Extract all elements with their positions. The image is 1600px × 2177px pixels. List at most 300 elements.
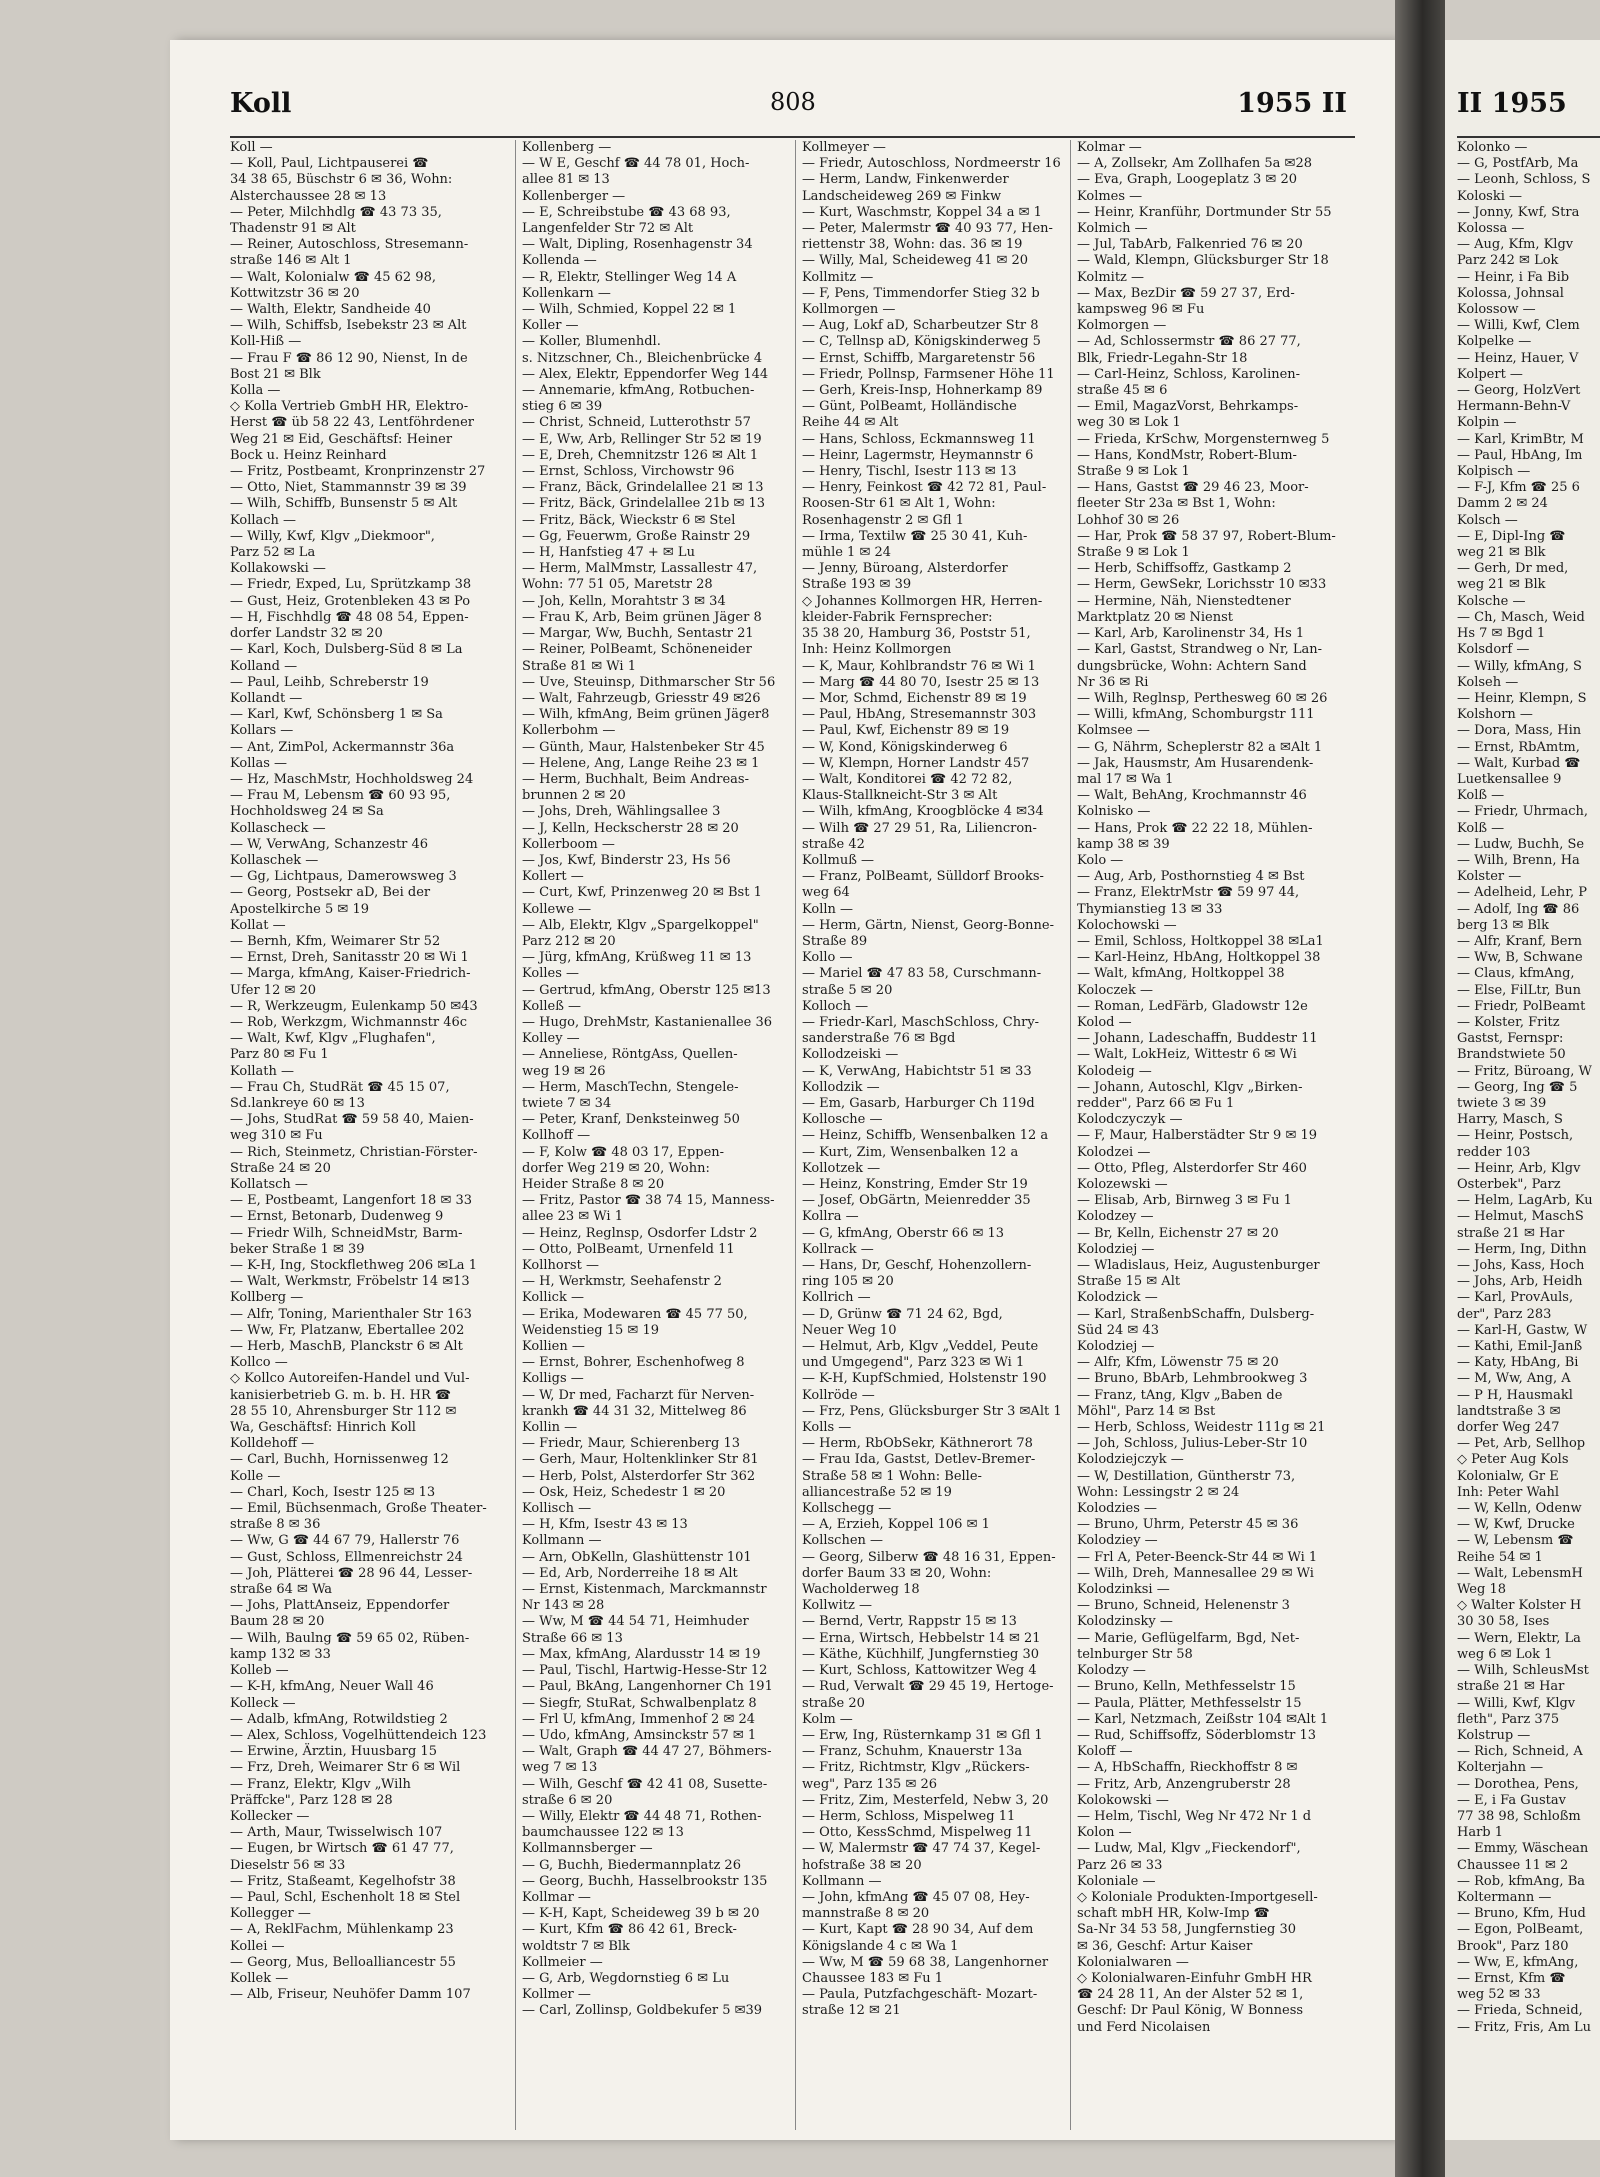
directory-entry-line: — Wilh, Schiffb, Bunsenstr 5 ✉ Alt [230,496,458,512]
directory-entry-line: weg 64 [802,885,850,901]
directory-entry-line: Kollandt — [230,690,303,706]
directory-entry-line: — R, Werkzeugm, Eulenkamp 50 ✉43 [230,998,478,1014]
directory-entry-line: dorfer Baum 33 ✉ 20, Wohn: [802,1565,992,1581]
directory-entry-line: ☎ 24 28 11, An der Alster 52 ✉ 1, [1077,1987,1304,2003]
directory-entry-line: — Reiner, Autoschloss, Stresemann- [230,237,469,253]
directory-entry-line: — Henry, Tischl, Isestr 113 ✉ 13 [802,464,1017,480]
directory-entry-line: Inh: Heinz Kollmorgen [802,642,952,658]
directory-entry-line: — Alb, Elektr, Klgv „Spargelkoppel" [522,917,759,933]
directory-entry-line: — H, Fischhdlg ☎ 48 08 54, Eppen- [230,609,469,625]
directory-entry-line: — Joh, Kelln, Morahtstr 3 ✉ 34 [522,593,726,609]
directory-entry-line: Parz 212 ✉ 20 [522,933,616,949]
directory-entry-line: Kollco — [230,1355,288,1371]
directory-entry-line: — Frz, Pens, Glücksburger Str 3 ✉Alt 1 [802,1403,1062,1419]
directory-entry-line: — Otto, Pfleg, Alsterdorfer Str 460 [1077,1160,1307,1176]
directory-entry-line: — Hans, Prok ☎ 22 22 18, Mühlen- [1077,820,1313,836]
directory-entry-line: Kolodzey — [1077,1209,1154,1225]
directory-entry-line: — Aug, Arb, Posthornstieg 4 ✉ Bst [1077,869,1305,885]
directory-entry-line: Kolmich — [1077,221,1148,237]
directory-entry-line: — Walt, Dipling, Rosenhagenstr 34 [522,237,753,253]
directory-entry-line: — Karl, Gastst, Strandweg o Nr, Lan- [1077,642,1323,658]
directory-entry-line: — K-H, Kapt, Scheideweg 39 b ✉ 20 [522,1906,760,1922]
directory-entry-line: ◇ Koloniale Produkten-Importgesell- [1077,1889,1318,1905]
adjacent-entry-line: — Egon, PolBeamt, [1457,1922,1584,1938]
directory-entry-line: — Johs, StudRat ☎ 59 58 40, Maien- [230,1112,474,1128]
adjacent-entry-line: — Emmy, Wäschean [1457,1841,1589,1857]
directory-entry-line: — G, Arb, Wegdornstieg 6 ✉ Lu [522,1970,730,1986]
directory-entry-line: Parz 26 ✉ 33 [1077,1857,1163,1873]
directory-entry-line: Kolodzies — [1077,1501,1157,1517]
directory-entry-line: — Emil, MagazVorst, Behrkamps- [1077,399,1299,415]
directory-entry-line: allee 81 ✉ 13 [522,172,610,188]
directory-entry-line: kamp 38 ✉ 39 [1077,836,1170,852]
directory-entry-line: straße 6 ✉ 20 [522,1792,613,1808]
directory-entry-line: — G, Nährm, Scheplerstr 82 a ✉Alt 1 [1077,739,1323,755]
directory-entry-line: — Kurt, Zim, Wensenbalken 12 a [802,1144,1019,1160]
column-4 [1070,140,1362,2130]
adjacent-entry-line: — Ludw, Buchh, Se [1457,836,1585,852]
directory-entry-line: Bost 21 ✉ Blk [230,366,321,382]
adjacent-entry-line: Inh: Peter Wahl [1457,1484,1560,1500]
directory-entry-line: — Ww, Fr, Platzanw, Ebertallee 202 [230,1322,465,1338]
adjacent-entry-line: Koloski — [1457,188,1523,204]
directory-entry-line: ◇ Kolonialwaren-Einfuhr GmbH HR [1077,1970,1312,1986]
adjacent-entry-line: straße 21 ✉ Har [1457,1679,1565,1695]
directory-entry-line: dungsbrücke, Wohn: Achtern Sand [1077,658,1307,674]
adjacent-page [1445,40,1600,2140]
adjacent-entry-line: — Friedr, Uhrmach, [1457,804,1588,820]
directory-entry-line: Wacholderweg 18 [802,1582,920,1598]
directory-entry-line: kampsweg 96 ✉ Fu [1077,302,1205,318]
directory-entry-line: — Frieda, KrSchw, Morgensternweg 5 [1077,431,1330,447]
directory-entry-line: — Frau Ida, Gastst, Detlev-Bremer- [802,1452,1036,1468]
directory-entry-line: — Herm, MaschTechn, Stengele- [522,1079,739,1095]
directory-entry-line: — Paula, Plätter, Methfesselstr 15 [1077,1695,1302,1711]
directory-entry-line: — Bruno, Schneid, Helenenstr 3 [1077,1598,1290,1614]
directory-entry-line: Kollotzek — [802,1160,881,1176]
directory-entry-line: 34 38 65, Büschstr 6 ✉ 36, Wohn: [230,172,453,188]
adjacent-entry-line: Kolsdorf — [1457,642,1530,658]
directory-entry-line: — Reiner, PolBeamt, Schöneneider [522,642,752,658]
adjacent-entry-line: dorfer Weg 247 [1457,1420,1560,1436]
directory-entry-line: — Bruno, Kelln, Methfesselstr 15 [1077,1679,1296,1695]
directory-entry-line: — Frau F ☎ 86 12 90, Nienst, In de [230,350,468,366]
directory-entry-line: — W, Destillation, Güntherstr 73, [1077,1468,1296,1484]
adjacent-entry-line: — Helmut, MaschS [1457,1209,1584,1225]
adjacent-entry-line: — Else, FilLtr, Bun [1457,982,1581,998]
adjacent-entry-line: — Dora, Mass, Hin [1457,723,1582,739]
directory-entry-line: Kollerboom — [522,836,615,852]
directory-entry-line: — Willy, Elektr ☎ 44 48 71, Rothen- [522,1808,762,1824]
directory-entry-line: — A, HbSchaffn, Rieckhoffstr 8 ✉ [1077,1760,1298,1776]
directory-entry-line: — Frau M, Lebensm ☎ 60 93 95, [230,788,451,804]
directory-entry-line: Kolodziejczyk — [1077,1452,1184,1468]
directory-entry-line: — Fritz, Pastor ☎ 38 74 15, Manness- [522,1193,775,1209]
directory-entry-line: kamp 132 ✉ 33 [230,1646,331,1662]
directory-entry-line: — Max, kfmAng, Alardusstr 14 ✉ 19 [522,1646,761,1662]
directory-entry-line: und Umgegend", Parz 323 ✉ Wi 1 [802,1355,1025,1371]
directory-entry-line: — Johann, Ladeschaffn, Buddestr 11 [1077,1031,1318,1047]
directory-entry-line: Kollerbohm — [522,723,616,739]
adjacent-entry-line: — Alfr, Kranf, Bern [1457,933,1583,949]
directory-entry-line: straße 20 [802,1695,865,1711]
directory-entry-line: — Frau K, Arb, Beim grünen Jäger 8 [522,609,762,625]
directory-entry-line: Klaus-Stallkneicht-Str 3 ✉ Alt [802,788,998,804]
adjacent-entry-line: — Ww, E, kfmAng, [1457,1954,1579,1970]
directory-entry-line: Koloff — [1077,1744,1133,1760]
directory-entry-line: — Wilh, Schmied, Koppel 22 ✉ 1 [522,302,737,318]
directory-entry-line: Kollhoff — [522,1128,591,1144]
adjacent-entry-line: — Aug, Kfm, Klgv [1457,237,1574,253]
adjacent-entry-line: — Leonh, Schloss, S [1457,172,1591,188]
directory-entry-line: — Paul, Schl, Eschenholt 18 ✉ Stel [230,1889,461,1905]
directory-entry-line: Kollra — [802,1209,859,1225]
directory-entry-line: — Karl, Koch, Dulsberg-Süd 8 ✉ La [230,642,463,658]
adjacent-entry-line: Kolossa, Johnsal [1457,285,1564,301]
directory-entry-line: Reihe 44 ✉ Alt [802,415,899,431]
adjacent-entry-line: — Jonny, Kwf, Stra [1457,204,1580,220]
adjacent-page-header: II 1955 [1457,88,1567,119]
directory-entry-line: — Peter, Milchhdlg ☎ 43 73 35, [230,204,442,220]
adjacent-entry-line: — Wilh, Brenn, Ha [1457,852,1580,868]
directory-entry-line: — Charl, Koch, Isestr 125 ✉ 13 [230,1484,436,1500]
directory-entry-line: — Paul, Kwf, Eichenstr 89 ✉ 19 [802,723,1010,739]
directory-entry-line: — Erw, Ing, Rüsternkamp 31 ✉ Gfl 1 [802,1727,1043,1743]
directory-entry-line: — Siegfr, StuRat, Schwalbenplatz 8 [522,1695,757,1711]
directory-entry-line: ring 105 ✉ 20 [802,1274,894,1290]
directory-entry-line: Kollberg — [230,1290,304,1306]
directory-entry-line: — F, Kolw ☎ 48 03 17, Eppen- [522,1144,725,1160]
directory-entry-line: — Jenny, Büroang, Alsterdorfer [802,561,1008,577]
directory-entry-line: — Hugo, DrehMstr, Kastanienallee 36 [522,1014,773,1030]
directory-entry-line: — Wilh, Dreh, Mannesallee 29 ✉ Wi [1077,1565,1314,1581]
directory-entry-line: Möhl", Parz 14 ✉ Bst [1077,1403,1216,1419]
directory-entry-line: — Annemarie, kfmAng, Rotbuchen- [522,383,755,399]
directory-entry-line: — Mariel ☎ 47 83 58, Curschmann- [802,966,1042,982]
adjacent-entry-line: — F-J, Kfm ☎ 25 6 [1457,480,1580,496]
directory-entry-line: — J, Kelln, Heckscherstr 28 ✉ 20 [522,820,739,836]
directory-entry-line: Kolodzick — [1077,1290,1158,1306]
page-number: 808 [770,88,816,116]
directory-entry-line: — Christ, Schneid, Lutterothstr 57 [522,415,751,431]
directory-entry-line: — C, Tellnsp aD, Königskinderweg 5 [802,334,1041,350]
directory-entry-line: Kollwitz — [802,1598,872,1614]
directory-entry-line: — K, VerwAng, Habichtstr 51 ✉ 33 [802,1063,1032,1079]
directory-entry-line: Kolmsee — [1077,723,1150,739]
directory-entry-line: Geschf: Dr Paul König, W Bonness [1077,2003,1304,2019]
directory-entry-line: Weg 21 ✉ Eid, Geschäftsf: Heiner [230,431,453,447]
adjacent-entry-line: Brook", Parz 180 [1457,1938,1569,1954]
adjacent-entry-line: Kolpisch — [1457,464,1531,480]
directory-entry-line: schaft mbH HR, Kolw-Imp ☎ [1077,1906,1270,1922]
directory-entry-line: — Elisab, Arb, Birnweg 3 ✉ Fu 1 [1077,1193,1292,1209]
directory-entry-line: Kolodczyczyk — [1077,1112,1183,1128]
directory-entry-line: Kolleß — [522,998,582,1014]
directory-entry-line: s. Nitzschner, Ch., Bleichenbrücke 4 [522,350,763,366]
directory-entry-line: — W E, Geschf ☎ 44 78 01, Hoch- [522,156,750,172]
adjacent-entry-line: — Walt, Kurbad ☎ [1457,755,1581,771]
directory-entry-line: Kolodzinksi — [1077,1582,1170,1598]
directory-entry-line: — Willi, kfmAng, Schomburgstr 111 [1077,707,1315,723]
directory-entry-line: telnburger Str 58 [1077,1646,1193,1662]
directory-entry-line: Rosenhagenstr 2 ✉ Gfl 1 [802,512,964,528]
directory-entry-line: — Rud, Verwalt ☎ 29 45 19, Hertoge- [802,1679,1054,1695]
directory-entry-line: — Marie, Geflügelfarm, Bgd, Net- [1077,1630,1300,1646]
adjacent-entry-line: Harb 1 [1457,1825,1504,1841]
directory-entry-line: — Roman, LedFärb, Gladowstr 12e [1077,998,1308,1014]
directory-entry-line: — Peter, Malermstr ☎ 40 93 77, Hen- [802,221,1053,237]
adjacent-entry-line: Reihe 54 ✉ 1 [1457,1549,1543,1565]
directory-entry-line: — Walt, Konditorei ☎ 42 72 82, [802,771,1013,787]
directory-entry-line: — Friedr, Exped, Lu, Sprützkamp 38 [230,577,472,593]
directory-entry-line: — Har, Prok ☎ 58 37 97, Robert-Blum- [1077,528,1336,544]
adjacent-entry-line: — Kolster, Fritz [1457,1014,1560,1030]
directory-entry-line: — Hermine, Näh, Nienstedtener [1077,593,1291,609]
directory-entry-line: Kollei — [230,1938,285,1954]
directory-entry-line: — Otto, Niet, Stammannstr 39 ✉ 39 [230,480,467,496]
directory-entry-line: Kolon — [1077,1825,1132,1841]
directory-entry-line: Kolodzy — [1077,1663,1146,1679]
adjacent-entry-line: — Frieda, Schneid, [1457,2003,1583,2019]
directory-entry-line: — R, Elektr, Stellinger Weg 14 A [522,269,737,285]
directory-entry-line: — Otto, PolBeamt, Urnenfeld 11 [522,1241,735,1257]
adjacent-entry-line: — Dorothea, Pens, [1457,1776,1579,1792]
directory-entry-line: — Br, Kelln, Eichenstr 27 ✉ 20 [1077,1225,1279,1241]
directory-entry-line: — Ernst, Bohrer, Eschenhofweg 8 [522,1355,745,1371]
directory-entry-line: Kolodziej — [1077,1241,1155,1257]
directory-entry-line: — Herm, GewSekr, Lorichsstr 10 ✉33 [1077,577,1327,593]
directory-entry-line: Kolldehoff — [230,1436,315,1452]
directory-entry-line: Kollodzeiski — [802,1047,899,1063]
directory-entry-line: sanderstraße 76 ✉ Bgd [802,1031,956,1047]
directory-entry-line: Kolmes — [1077,188,1143,204]
directory-entry-line: Alsterchaussee 28 ✉ 13 [230,188,387,204]
directory-entry-line: alliancestraße 52 ✉ 19 [802,1484,952,1500]
adjacent-entry-line: — P H, Hausmakl [1457,1387,1573,1403]
directory-entry-line: — Mor, Schmd, Eichenstr 89 ✉ 19 [802,690,1027,706]
directory-entry-line: — W, Klempn, Horner Landstr 457 [802,755,1030,771]
directory-entry-line: Kollröde — [802,1387,875,1403]
directory-entry-line: Kolles — [522,966,580,982]
adjacent-entry-line: — Wern, Elektr, La [1457,1630,1581,1646]
directory-page [170,40,1395,2140]
directory-entry-line: — Heinr, Lagermstr, Heymannstr 6 [802,447,1034,463]
directory-entry-line: — Eva, Graph, Loogeplatz 3 ✉ 20 [1077,172,1297,188]
directory-entry-line: mannstraße 8 ✉ 20 [802,1906,930,1922]
directory-entry-line: — Walt, Kwf, Klgv „Flughafen", [230,1031,436,1047]
directory-entry-line: — Paul, HbAng, Stresemannstr 303 [802,707,1037,723]
directory-entry-line: Kollosche — [802,1112,883,1128]
directory-entry-line: — Peter, Kranf, Denksteinweg 50 [522,1112,740,1128]
directory-entry-line: — H, Kfm, Isestr 43 ✉ 13 [522,1517,688,1533]
directory-entry-line: Kollert — [522,869,584,885]
directory-entry-line: Bock u. Heinz Reinhard [230,447,387,463]
directory-entry-line: Präffcke", Parz 128 ✉ 28 [230,1792,393,1808]
adjacent-header-rule [1457,136,1600,138]
directory-entry-line: Nr 36 ✉ Ri [1077,674,1149,690]
adjacent-entry-line: Brandstwiete 50 [1457,1047,1566,1063]
directory-entry-line: Kollenberg — [522,140,612,155]
directory-entry-line: — Karl-Heinz, HbAng, Holtkoppel 38 [1077,950,1321,966]
directory-entry-line: — Herm, MalMmstr, Lassallestr 47, [522,561,758,577]
directory-entry-line: Kollodzik — [802,1079,880,1095]
directory-entry-line: — Willy, Kwf, Klgv „Diekmoor", [230,528,435,544]
directory-entry-line: — Alfr, Kfm, Löwenstr 75 ✉ 20 [1077,1355,1279,1371]
directory-entry-line: ◇ Kollco Autoreifen-Handel und Vul- [230,1371,470,1387]
directory-entry-line: — E, Dreh, Chemnitzstr 126 ✉ Alt 1 [522,447,759,463]
directory-entry-line: Wohn: Lessingstr 2 ✉ 24 [1077,1484,1240,1500]
column-2 [515,140,794,2130]
directory-entry-line: Kolleck — [230,1695,296,1711]
directory-entry-line: Koller — [522,318,579,334]
adjacent-entry-line: — W, Kwf, Drucke [1457,1517,1575,1533]
directory-entry-line: — Max, BezDir ☎ 59 27 37, Erd- [1077,285,1295,301]
directory-entry-line: Roosen-Str 61 ✉ Alt 1, Wohn: [802,496,996,512]
directory-entry-line: Kollas — [230,755,288,771]
adjacent-entry-line: — Wilh, SchleusMst [1457,1663,1589,1679]
directory-entry-line: Kolm — [802,1711,853,1727]
directory-entry-line: Ufer 12 ✉ 20 [230,982,317,998]
adjacent-entry-line: — Heinr, Arb, Klgv [1457,1160,1581,1176]
directory-entry-line: Straße 9 ✉ Lok 1 [1077,464,1190,480]
directory-entry-line: — Ed, Arb, Norderreihe 18 ✉ Alt [522,1565,738,1581]
directory-entry-line: — Kurt, Kapt ☎ 28 90 34, Auf dem [802,1922,1034,1938]
directory-entry-line: — Walt, kfmAng, Holtkoppel 38 [1077,966,1285,982]
directory-entry-line: kanisierbetrieb G. m. b. H. HR ☎ [230,1387,452,1403]
directory-entry-line: Kollin — [522,1420,578,1436]
adjacent-entry-line: — Claus, kfmAng, [1457,966,1575,982]
directory-entry-line: Kolmar — [1077,140,1142,155]
directory-entry-line: weg 19 ✉ 26 [522,1063,606,1079]
directory-entry-line: — Gg, Lichtpaus, Damerowsweg 3 [230,869,457,885]
adjacent-entry-line: — Fritz, Büroang, W [1457,1063,1592,1079]
adjacent-entry-line: Luetkensallee 9 [1457,771,1562,787]
directory-entry-line: baumchaussee 122 ✉ 13 [522,1825,684,1841]
adjacent-entry-line: — Adolf, Ing ☎ 86 [1457,901,1580,917]
directory-entry-line: — Paul, Leihb, Schreberstr 19 [230,674,429,690]
directory-entry-line: — D, Grünw ☎ 71 24 62, Bgd, [802,1306,1003,1322]
adjacent-entry-line: Kolossow — [1457,302,1536,318]
directory-entry-line: Kollo — [802,950,853,966]
directory-entry-line: — Henry, Feinkost ☎ 42 72 81, Paul- [802,480,1047,496]
directory-entry-line: — Gg, Feuerwm, Große Rainstr 29 [522,528,751,544]
directory-entry-line: — Walt, Fahrzeugb, Griesstr 49 ✉26 [522,690,761,706]
directory-entry-line: — Ernst, Betonarb, Dudenweg 9 [230,1209,444,1225]
directory-entry-line: — Koller, Blumenhdl. [522,334,661,350]
directory-entry-line: — Anneliese, RöntgAss, Quellen- [522,1047,738,1063]
directory-entry-line: — Herb, Polst, Alsterdorfer Str 362 [522,1468,756,1484]
adjacent-entry-line: — Walt, LebensmH [1457,1565,1583,1581]
directory-entry-line: Kolligs — [522,1371,584,1387]
directory-entry-line: Kolmorgen — [1077,318,1167,334]
directory-entry-line: — Irma, Textilw ☎ 25 30 41, Kuh- [802,528,1028,544]
adjacent-entry-line: weg 21 ✉ Blk [1457,545,1546,561]
column-1 [230,140,510,2130]
directory-entry-line: hofstraße 38 ✉ 20 [802,1857,922,1873]
adjacent-entry-line: Kolß — [1457,820,1505,836]
directory-entry-line: — Franz, PolBeamt, Sülldorf Brooks- [802,869,1044,885]
directory-entry-line: Kolls — [802,1420,852,1436]
directory-entry-line: — Johs, PlattAnseiz, Eppendorfer [230,1598,450,1614]
directory-entry-line: — Paul, BkAng, Langenhorner Ch 191 [522,1679,773,1695]
directory-entry-line: und Ferd Nicolaisen [1077,2019,1211,2035]
directory-entry-line: Neuer Weg 10 [802,1322,897,1338]
adjacent-entry-line: Hermann-Behn-V [1457,399,1571,415]
adjacent-entry-line: landtstraße 3 ✉ [1457,1403,1561,1419]
directory-entry-line: — Frz, Dreh, Weimarer Str 6 ✉ Wil [230,1760,461,1776]
adjacent-entry-line: — Adelheid, Lehr, P [1457,885,1587,901]
adjacent-entry-line: — M, Ww, Ang, A [1457,1371,1571,1387]
directory-entry-line: Kolnisko — [1077,804,1151,820]
adjacent-entry-line: Kolossa — [1457,221,1525,237]
directory-entry-line: — F, Pens, Timmendorfer Stieg 32 b [802,285,1040,301]
directory-entry-line: Straße 66 ✉ 13 [522,1630,623,1646]
adjacent-entry-line: — W, Lebensm ☎ [1457,1533,1574,1549]
directory-entry-line: — Herm, Gärtn, Nienst, Georg-Bonne- [802,917,1054,933]
directory-entry-line: — Herm, Landw, Finkenwerder [802,172,1009,188]
directory-entry-line: weg 30 ✉ Lok 1 [1077,415,1181,431]
directory-entry-line: — Wilh, Geschf ☎ 42 41 08, Susette- [522,1776,768,1792]
adjacent-entry-line: Chaussee 11 ✉ 2 [1457,1857,1569,1873]
directory-entry-line: — Alb, Friseur, Neuhöfer Damm 107 [230,1987,471,2003]
directory-entry-line: — Fritz, Arb, Anzengruberstr 28 [1077,1776,1291,1792]
adjacent-entry-line: Damm 2 ✉ 24 [1457,496,1548,512]
directory-entry-line: — Paul, Tischl, Hartwig-Hesse-Str 12 [522,1663,768,1679]
adjacent-entry-line: Kolsch — [1457,512,1518,528]
directory-entry-line: brunnen 2 ✉ 20 [522,788,626,804]
adjacent-entry-line: — Ww, B, Schwane [1457,950,1583,966]
page-header-keyword: Koll [230,88,292,119]
directory-entry-line: Kollmann — [522,1533,602,1549]
directory-entry-line: — Hans, Dr, Geschf, Hohenzollern- [802,1258,1032,1274]
directory-entry-line: Kollmuß — [802,852,875,868]
adjacent-entry-line: Kolpert — [1457,366,1523,382]
directory-entry-line: Süd 24 ✉ 43 [1077,1322,1159,1338]
directory-entry-line: Straße 9 ✉ Lok 1 [1077,545,1190,561]
directory-entry-line: — Herm, Buchhalt, Beim Andreas- [522,771,749,787]
directory-entry-line: — Paula, Putzfachgeschäft- Mozart- [802,1987,1038,2003]
adjacent-entry-line: Kolß — [1457,788,1505,804]
directory-entry-line: Landscheideweg 269 ✉ Finkw [802,188,1002,204]
directory-entry-line: — Em, Gasarb, Harburger Ch 119d [802,1095,1035,1111]
directory-entry-line: — Ww, M ☎ 44 54 71, Heimhuder [522,1614,749,1630]
directory-entry-line: — Walth, Elektr, Sandheide 40 [230,302,431,318]
directory-entry-line: Kolle — [230,1468,281,1484]
directory-entry-line: — Gust, Schloss, Ellmenreichstr 24 [230,1549,463,1565]
directory-entry-line: Koll-Hiß — [230,334,302,350]
directory-entry-line: Straße 193 ✉ 39 [802,577,912,593]
directory-entry-line: Thymianstieg 13 ✉ 33 [1077,901,1223,917]
directory-entry-line: Kolla — [230,383,281,399]
directory-entry-line: — Bernd, Vertr, Rappstr 15 ✉ 13 [802,1614,1017,1630]
directory-entry-line: Kollenda — [522,253,597,269]
directory-entry-line: — Curt, Kwf, Prinzenweg 20 ✉ Bst 1 [522,885,762,901]
directory-entry-line: Parz 80 ✉ Fu 1 [230,1047,329,1063]
adjacent-entry-line: — Willy, kfmAng, S [1457,658,1582,674]
adjacent-entry-line: — Bruno, Kfm, Hud [1457,1906,1586,1922]
directory-entry-line: ◇ Johannes Kollmorgen HR, Herren- [802,593,1043,609]
directory-entry-line: Straße 15 ✉ Alt [1077,1274,1181,1290]
directory-entry-line: — Heinr, Kranführ, Dortmunder Str 55 [1077,204,1332,220]
directory-entry-line: mal 17 ✉ Wa 1 [1077,771,1174,787]
directory-entry-line: Weidenstieg 15 ✉ 19 [522,1322,659,1338]
directory-entry-line: — Rud, Schiffsoffz, Söderblomstr 13 [1077,1727,1317,1743]
directory-entry-line: — Günth, Maur, Halstenbeker Str 45 [522,739,765,755]
adjacent-entry-line: — Heinz, Hauer, V [1457,350,1579,366]
directory-entry-line: — Georg, Mus, Belloalliancestr 55 [230,1954,456,1970]
directory-entry-line: Kolln — [802,901,854,917]
directory-entry-line: Kollschegg — [802,1501,892,1517]
